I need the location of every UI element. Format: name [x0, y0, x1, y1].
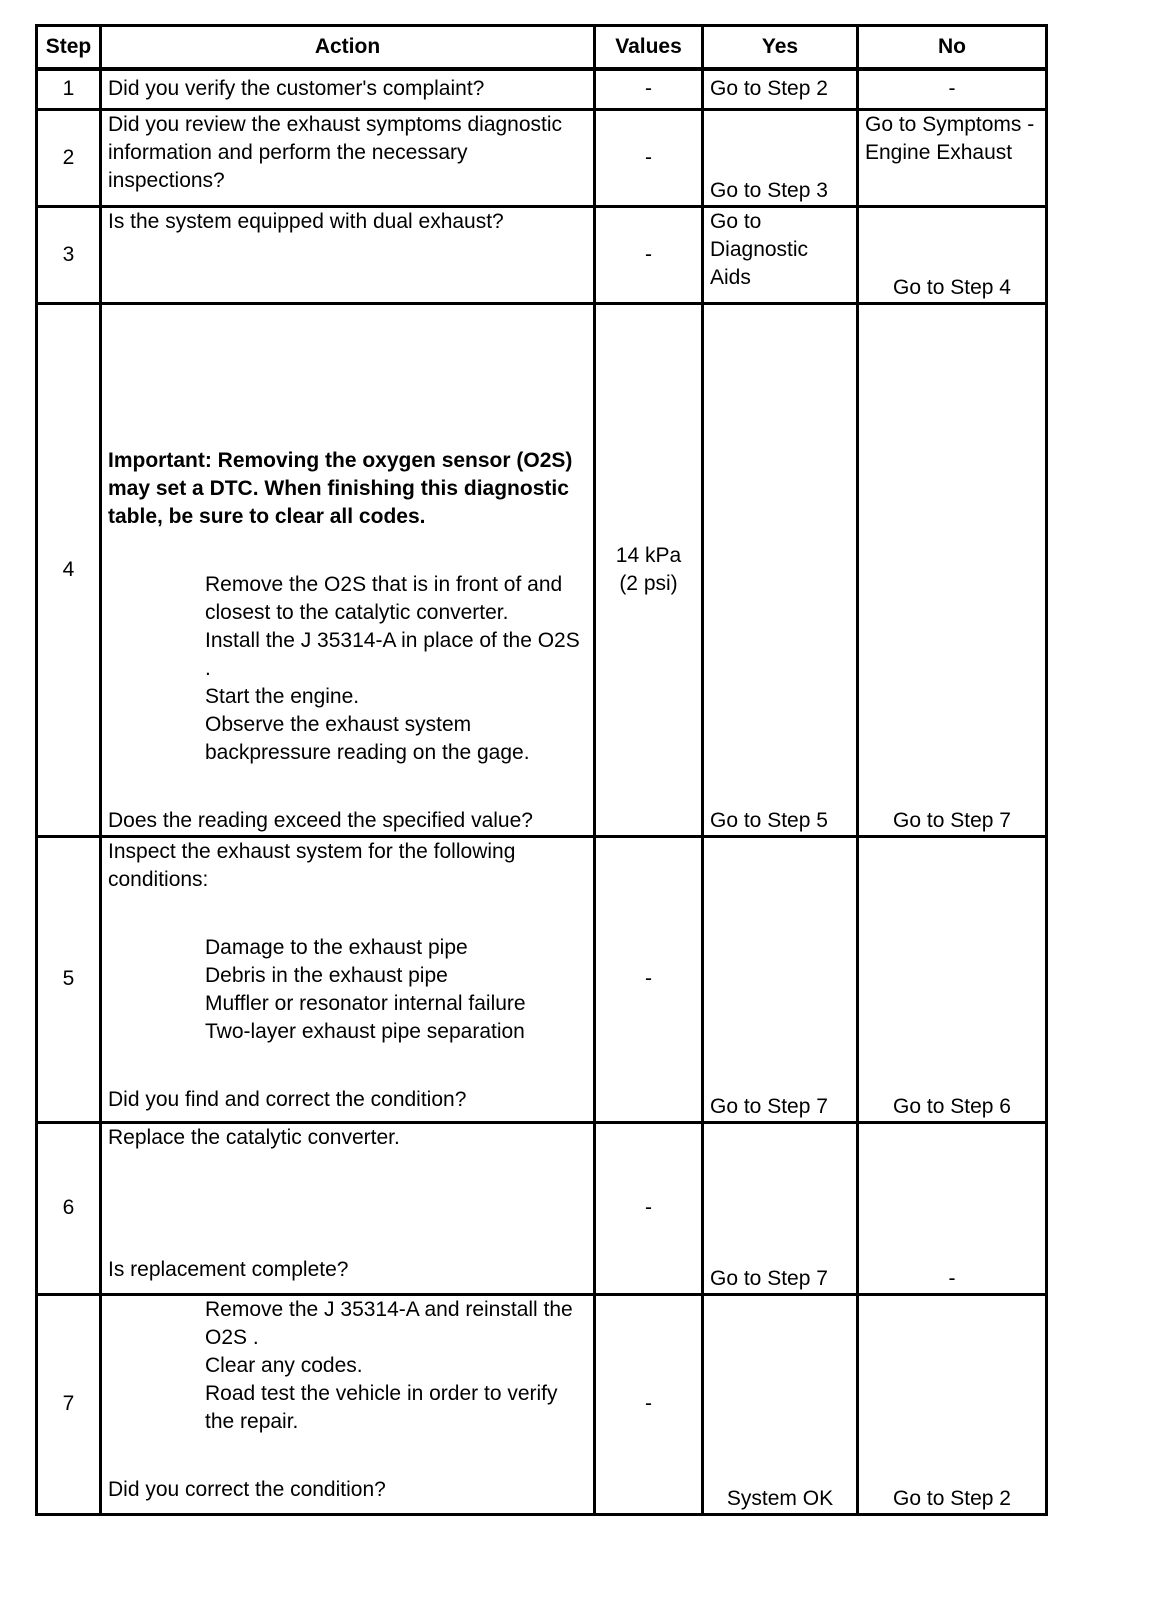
important-note: Important: Removing the oxygen sensor (O2S) may set a DTC. When finishing this diagnostic table, be sure to clear all codes. — [108, 448, 573, 528]
action-text: Did you verify the customer's complaint? — [101, 69, 595, 109]
header-values: Values — [595, 26, 703, 70]
no-cell: - — [858, 69, 1047, 109]
table-row — [37, 69, 1047, 109]
intro-text: Inspect the exhaust system for the following conditions: — [108, 839, 516, 891]
table-row — [37, 1122, 1047, 1294]
header-row — [37, 26, 1047, 70]
question-text: Did you find and correct the condition? — [108, 1087, 467, 1111]
values-cell — [595, 303, 703, 836]
step-number: 2 — [37, 109, 101, 206]
values-cell: - — [595, 69, 703, 109]
action-cell — [101, 1294, 595, 1514]
step-number: 3 — [37, 206, 101, 303]
substep: Remove the O2S that is in front of and closest to the catalytic converter. — [205, 572, 563, 624]
values-cell: - — [595, 206, 703, 303]
no-cell: Go to Symptoms - Engine Exhaust — [858, 109, 1047, 206]
substep: Road test the vehicle in order to verify the repair. — [205, 1381, 558, 1433]
yes-cell: Go to Diagnostic Aids — [703, 206, 858, 303]
action-cell — [101, 1122, 595, 1294]
action-text: Is the system equipped with dual exhaust? — [101, 206, 595, 303]
step-number: 4 — [37, 303, 101, 836]
substep: Start the engine. — [205, 684, 360, 708]
substep: Damage to the exhaust pipe — [205, 935, 468, 959]
step-number: 1 — [37, 69, 101, 109]
step-number: 7 — [37, 1294, 101, 1514]
substep: Clear any codes. — [205, 1353, 363, 1377]
table-row — [37, 206, 1047, 303]
yes-cell: Go to Step 5 — [703, 303, 858, 836]
substep: Remove the J 35314-A and reinstall the O2S . — [205, 1297, 573, 1349]
substep: Muffler or resonator internal failure — [205, 991, 526, 1015]
action-cell — [101, 836, 595, 1122]
value-kpa: 14 kPa — [615, 543, 682, 567]
substep: Install the J 35314-A in place of the O2S . — [205, 628, 580, 680]
substep: Debris in the exhaust pipe — [205, 963, 448, 987]
header-no: No — [858, 26, 1047, 70]
values-cell: - — [595, 1294, 703, 1514]
no-cell: Go to Step 7 — [858, 303, 1047, 836]
no-cell: Go to Step 2 — [858, 1294, 1047, 1514]
yes-cell: System OK — [703, 1294, 858, 1514]
intro-text: Replace the catalytic converter. — [108, 1125, 400, 1149]
value-psi: (2 psi) — [619, 571, 678, 595]
table-row — [37, 1294, 1047, 1514]
action-cell — [101, 303, 595, 836]
substep: Two-layer exhaust pipe separation — [205, 1019, 525, 1043]
substep: Observe the exhaust system backpressure reading on the gage. — [205, 712, 530, 764]
action-text: Did you review the exhaust symptoms diagnostic information and perform the necessary inspections? — [101, 109, 595, 206]
no-cell: Go to Step 6 — [858, 836, 1047, 1122]
header-yes: Yes — [703, 26, 858, 70]
step-number: 5 — [37, 836, 101, 1122]
question-text: Is replacement complete? — [108, 1257, 349, 1281]
yes-cell: Go to Step 3 — [703, 109, 858, 206]
question-text: Does the reading exceed the specified value? — [108, 808, 533, 832]
yes-cell: Go to Step 2 — [703, 69, 858, 109]
values-cell: - — [595, 836, 703, 1122]
no-cell: Go to Step 4 — [858, 206, 1047, 303]
question-text: Did you correct the condition? — [108, 1477, 386, 1501]
yes-cell: Go to Step 7 — [703, 836, 858, 1122]
table-row — [37, 836, 1047, 1122]
diagnostic-table — [35, 24, 1048, 1516]
values-cell: - — [595, 109, 703, 206]
table-row — [37, 303, 1047, 836]
no-cell: - — [858, 1122, 1047, 1294]
step-number: 6 — [37, 1122, 101, 1294]
yes-cell: Go to Step 7 — [703, 1122, 858, 1294]
values-cell: - — [595, 1122, 703, 1294]
table-row — [37, 109, 1047, 206]
header-action: Action — [101, 26, 595, 70]
header-step: Step — [37, 26, 101, 70]
